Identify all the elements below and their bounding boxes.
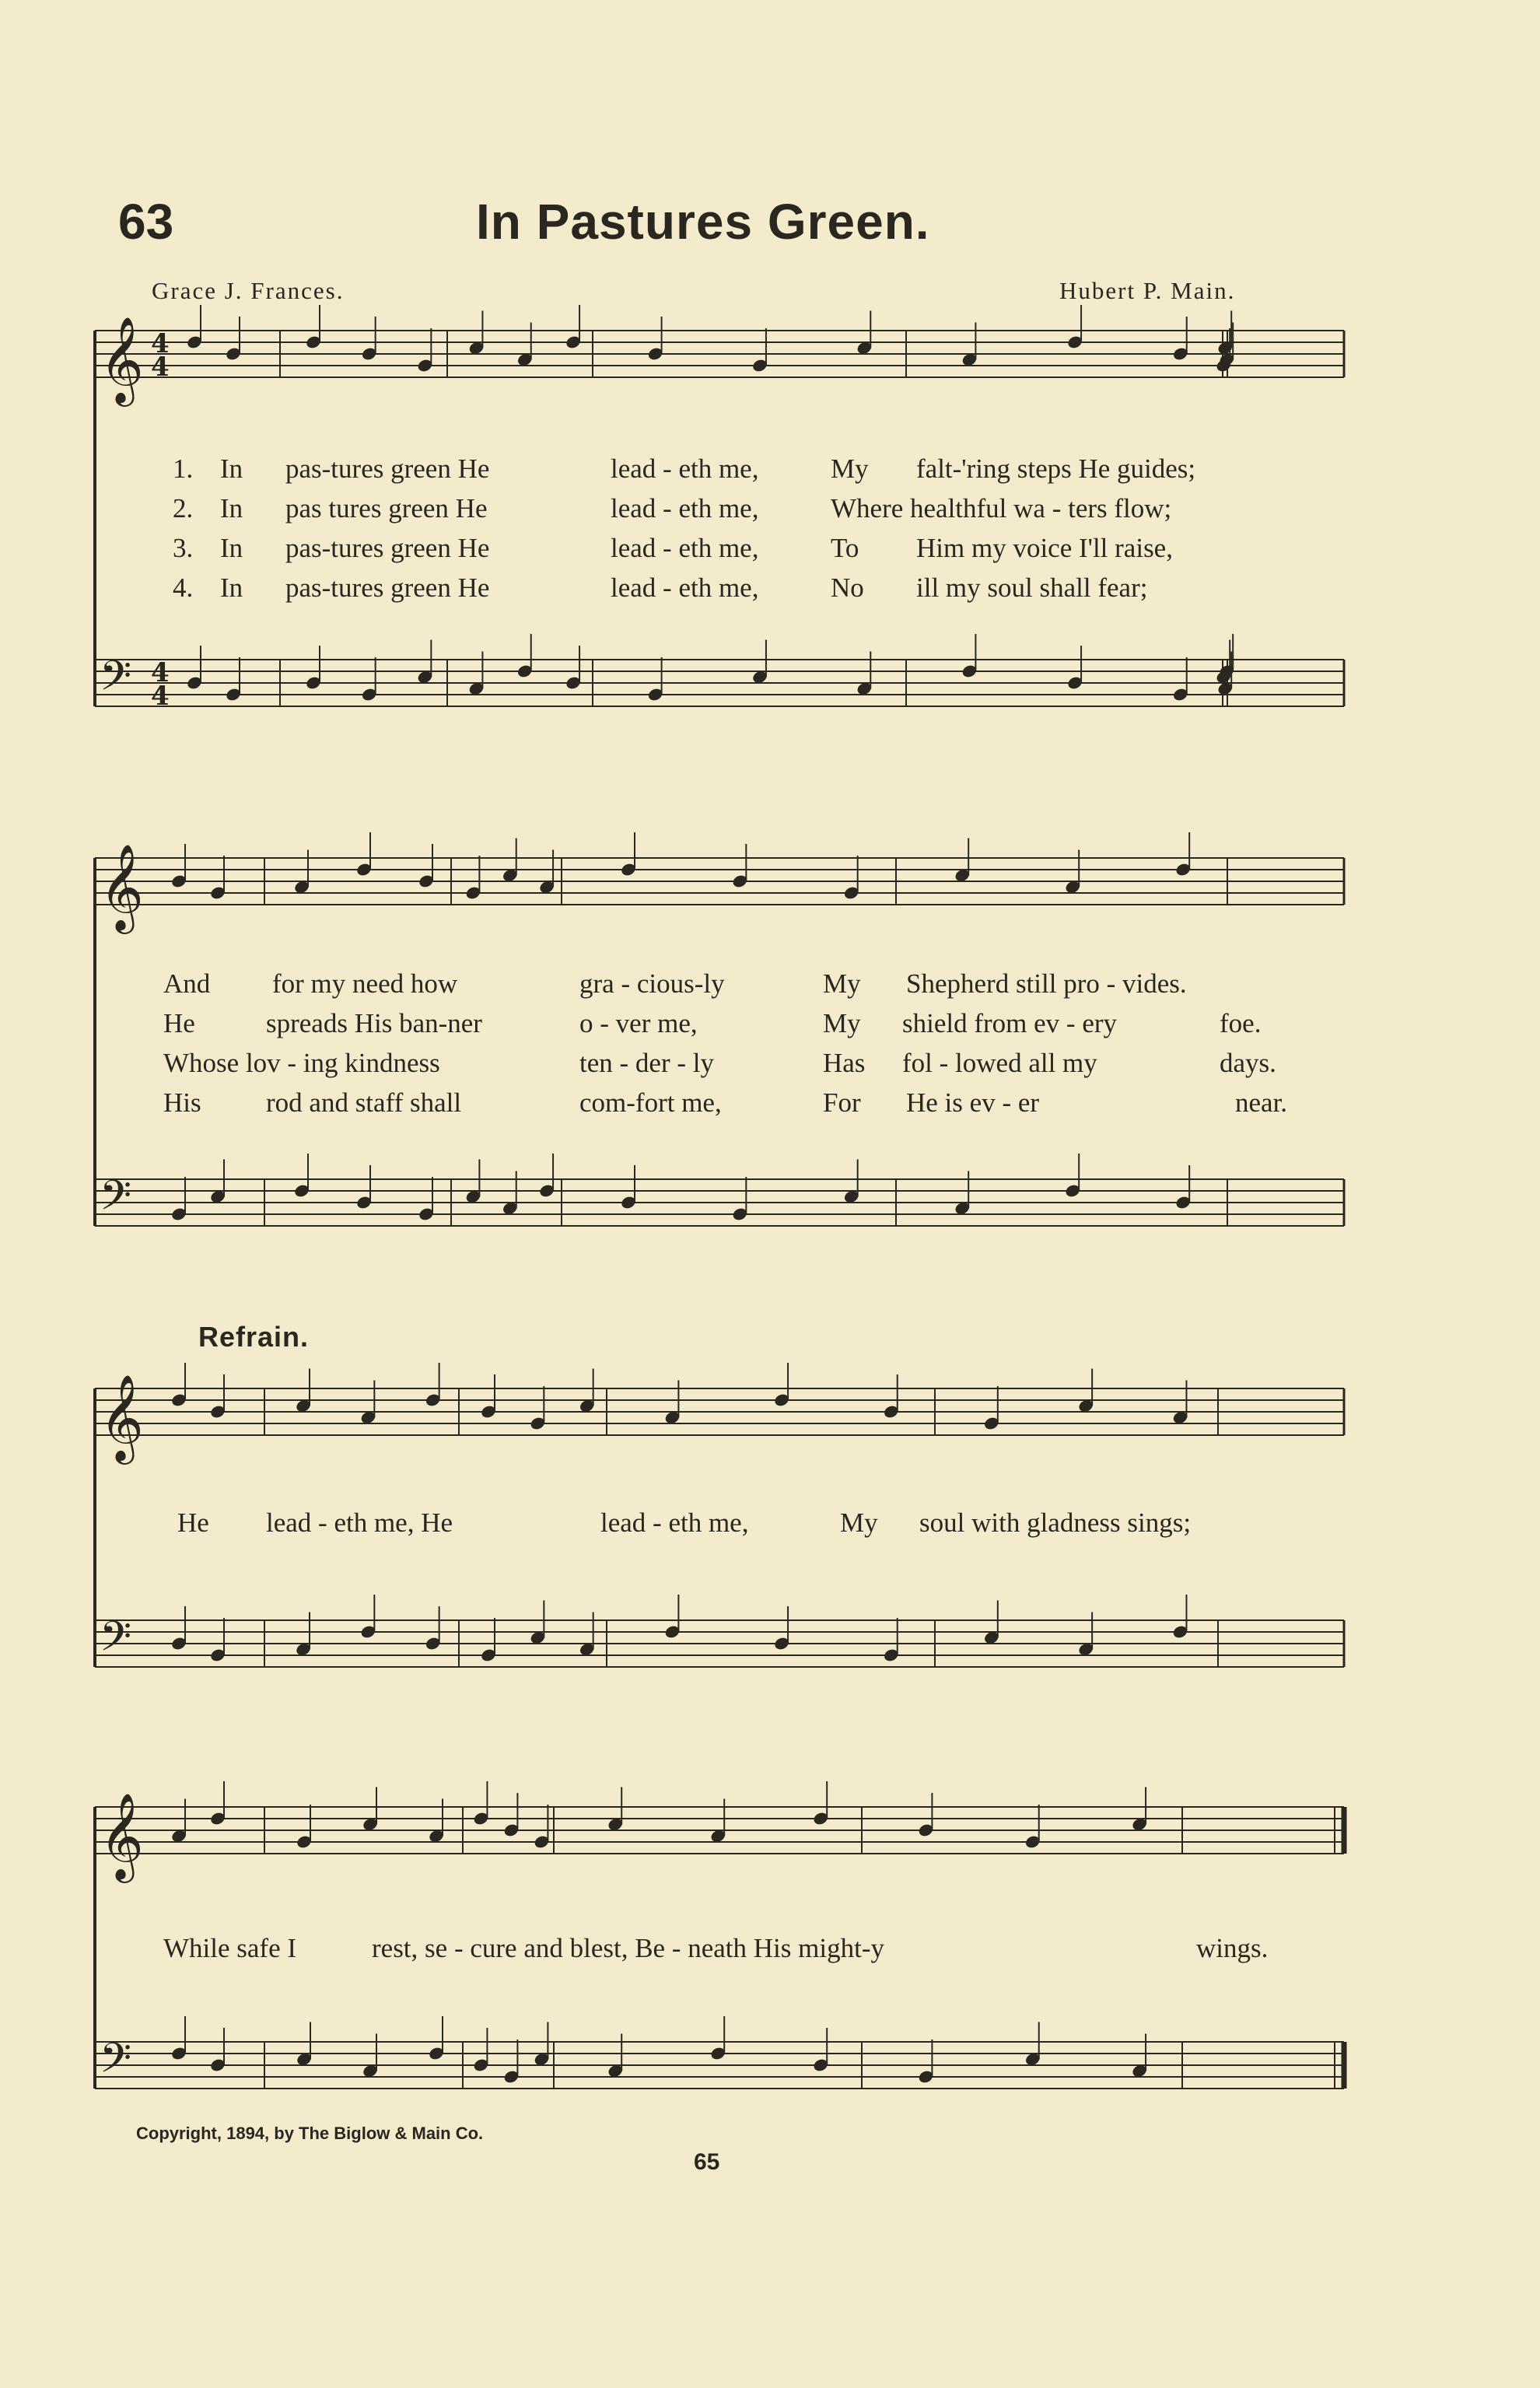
verse-number: 4.	[173, 572, 194, 603]
lyric-syllable: In	[220, 493, 243, 523]
lyric-syllable: In	[220, 453, 243, 484]
lyric-syllable: pas-tures green He	[285, 533, 490, 563]
time-signature: 4	[151, 657, 170, 688]
lyric-syllable: pas tures green He	[285, 493, 488, 523]
verse-number: 3.	[173, 533, 194, 563]
lyric-syllable: pas-tures green He	[285, 453, 490, 484]
lyric-syllable: ill my soul shall fear;	[916, 572, 1148, 603]
bass-clef-icon: 𝄢	[100, 1172, 132, 1230]
lyric-syllable: He	[163, 1008, 195, 1038]
lyric-syllable: My	[823, 968, 861, 999]
lyric-syllable: com-fort me,	[579, 1087, 722, 1118]
time-signature: 4	[151, 352, 170, 383]
bass-clef-icon: 𝄢	[100, 1613, 132, 1671]
lyric-syllable: soul with gladness sings;	[919, 1507, 1192, 1538]
lyric-syllable: While safe I	[163, 1933, 297, 1963]
lyric-syllable: lead - eth me,	[611, 493, 759, 523]
lyric-syllable: rod and staff shall	[266, 1087, 462, 1118]
refrain-label: Refrain.	[198, 1321, 310, 1353]
lyric-syllable: days.	[1220, 1048, 1276, 1078]
page-number: 65	[694, 2149, 720, 2175]
treble-clef-icon: 𝄞	[100, 316, 144, 403]
lyric-syllable: ten - der - ly	[579, 1048, 714, 1078]
lyric-syllable: lead - eth me,	[611, 453, 759, 484]
lyric-syllable: Shepherd still pro - vides.	[906, 968, 1187, 999]
copyright-notice: Copyright, 1894, by The Biglow & Main Co.	[136, 2124, 484, 2143]
verse-number: 1.	[173, 453, 194, 484]
lyric-syllable: To	[831, 533, 859, 563]
lyric-syllable: lead - eth me,	[611, 533, 759, 563]
lyric-syllable: near.	[1235, 1087, 1288, 1118]
lyric-syllable: gra - cious-ly	[579, 968, 725, 999]
hymn-number: 63	[118, 194, 174, 250]
lyric-syllable: shield from ev - ery	[902, 1008, 1118, 1038]
lyric-syllable: In	[220, 533, 243, 563]
lyric-syllable: for my need how	[272, 968, 458, 999]
composer-credit: Hubert P. Main.	[1059, 277, 1236, 304]
lyric-syllable: No	[831, 572, 864, 603]
lyric-syllable: fol - lowed all my	[902, 1048, 1097, 1078]
hymn-title: In Pastures Green.	[476, 194, 930, 250]
treble-clef-icon: 𝄞	[100, 1374, 144, 1461]
lyric-syllable: rest, se - cure and blest, Be - neath His might-y	[372, 1933, 884, 1963]
lyric-syllable: My	[831, 453, 869, 484]
lyric-syllable: His	[163, 1087, 201, 1118]
lyric-syllable: He	[177, 1507, 209, 1538]
lyric-syllable: lead - eth me,	[600, 1507, 749, 1538]
lyric-syllable: My	[840, 1507, 878, 1538]
lyric-syllable: Him my voice I'll raise,	[916, 533, 1173, 563]
lyric-syllable: For	[823, 1087, 861, 1118]
lyric-syllable: Whose lov - ing kindness	[163, 1048, 440, 1078]
time-signature: 4	[151, 681, 170, 712]
lyric-syllable: My	[823, 1008, 861, 1038]
lyric-syllable: lead - eth me, He	[266, 1507, 453, 1538]
lyric-syllable: lead - eth me,	[611, 572, 759, 603]
bass-clef-icon: 𝄢	[100, 653, 132, 710]
lyric-syllable: pas-tures green He	[285, 572, 490, 603]
lyric-syllable: Has	[823, 1048, 866, 1078]
bass-clef-icon: 𝄢	[100, 2035, 132, 2092]
lyricist-credit: Grace J. Frances.	[152, 277, 345, 304]
lyric-syllable: falt-'ring steps He guides;	[916, 453, 1196, 484]
treble-clef-icon: 𝄞	[100, 843, 144, 930]
lyric-syllable: And	[163, 968, 211, 999]
time-signature: 4	[151, 328, 170, 359]
lyric-syllable: foe.	[1220, 1008, 1262, 1038]
lyric-syllable: spreads His ban-ner	[266, 1008, 482, 1038]
lyric-syllable: He is ev - er	[906, 1087, 1040, 1118]
lyric-syllable: Where healthful wa - ters flow;	[831, 493, 1172, 523]
lyric-syllable: In	[220, 572, 243, 603]
lyric-syllable: wings.	[1196, 1933, 1269, 1963]
verse-number: 2.	[173, 493, 194, 523]
treble-clef-icon: 𝄞	[100, 1792, 144, 1879]
lyric-syllable: o - ver me,	[579, 1008, 698, 1038]
